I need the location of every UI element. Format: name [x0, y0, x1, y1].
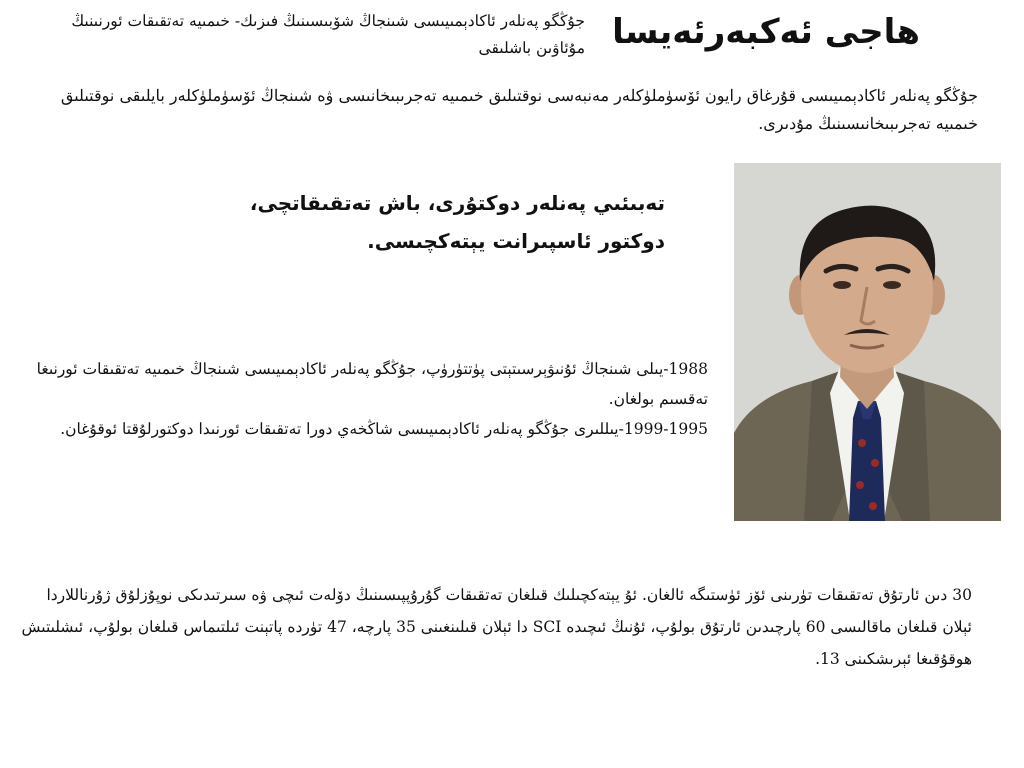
- intro-paragraph: جۇڭگو پەنلەر ئاكادېمىيىسى قۇرغاق رايون ئۆسۈملۈكلەر مەنبەسى نوقتىلىق خىمىيە تەجرىبىخانىسى ۋە شىنجاڭ ئۆسۈملۈكلەر بايلىقى نوقتىلىق خىمىيە تەجرىبىخانىسىنىڭ مۇدىرى.: [60, 86, 978, 133]
- career-item: 1988-يىلى شىنجاڭ ئۇنىۋېرسىتېتى پۈتتۈرۈپ، جۇڭگو پەنلەر ئاكادېمىيىسى شىنجاڭ خىمىيە تەتقىقات ئورنىغا تەقسىم بولغان.: [36, 360, 708, 408]
- academic-titles: [240, 184, 665, 260]
- position-subtitle: جۇڭگو پەنلەر ئاكادېمىيىسى شىنجاڭ شۆبىسىنىڭ فىزىك- خىمىيە تەتقىقات ئورنىنىڭ مۇئاۋىن باشلىقى: [71, 12, 585, 57]
- page-title: هاجى ئەكبەرئەيسا: [612, 12, 920, 52]
- career-history: [16, 354, 708, 444]
- achievements-paragraph: 30 دىن ئارتۇق تەتقىقات تۈرىنى ئۆز ئۈستىگە ئالغان. ئۇ يېتەكچىلىك قىلغان تەتقىقات گۇرۇپپىسىنىڭ دۆلەت ئىچى ۋە سىرتىدىكى نوپۇزلۇق ژۇرناللاردا ئېلان قىلغان ماقالىسى 60 پارچىدىن ئارتۇق بولۇپ، ئۇنىڭ ئىچىدە SCI دا ئېلان قىلىنغىنى 35 پارچە، 47 تۈردە پاتېنت ئىلتىماس قىلغان بولۇپ، ئىشلىتىش ھوقۇقىغا ئېرىشكىنى 13.: [21, 586, 972, 668]
- portrait-photo: [734, 163, 1001, 521]
- academic-title-line-2: دوكتور ئاسپىرانت يېتەكچىسى.: [367, 229, 665, 253]
- academic-title-line-1: تەبىئىي پەنلەر دوكتۇرى، باش تەتقىقاتچى،: [249, 191, 665, 215]
- portrait-illustration: [734, 163, 1001, 521]
- career-item: 1999-1995-يىللىرى جۇڭگو پەنلەر ئاكادېمىيىسى شاڭخەي دورا تەتقىقات ئورنىدا دوكتورلۇقتا ئوقۇغان.: [60, 420, 708, 438]
